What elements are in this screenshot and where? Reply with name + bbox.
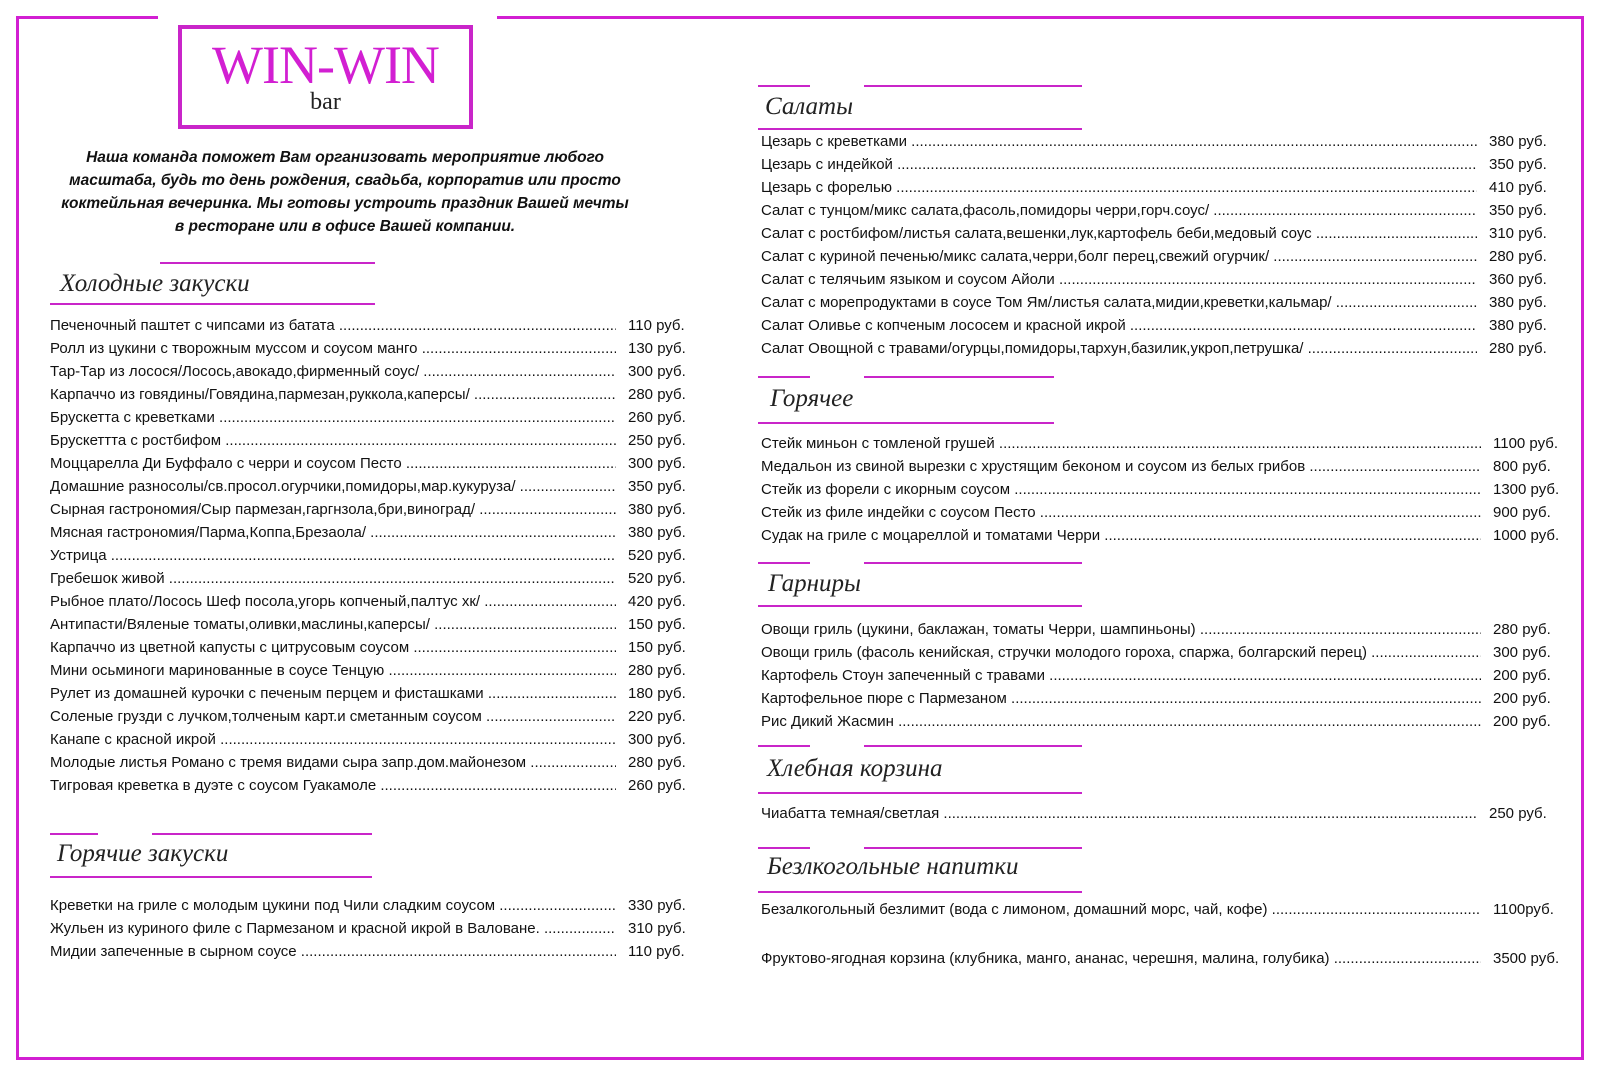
- section-title-bread: Хлебная корзина: [767, 755, 943, 782]
- section-title-drinks: Безлкогольные напитки: [767, 853, 1019, 880]
- menu-item-price: 900 руб.: [1493, 504, 1551, 521]
- section-title-cold: Холодные закуски: [60, 270, 250, 297]
- menu-item-name: Канапе с красной икрой .....: [50, 728, 616, 751]
- menu-item-price: 150 руб.: [628, 616, 686, 633]
- menu-item-name: Моццарелла Ди Буффало с черри и соусом Песто .....: [50, 452, 616, 475]
- menu-item-price: 130 руб.: [628, 340, 686, 357]
- menu-item-name: Салат с морепродуктами в соусе Том Ям/листья салата,мидии,креветки,кальмар/ .....: [761, 291, 1477, 314]
- menu-item-price: 380 руб.: [628, 501, 686, 518]
- menu-item: [50, 475, 700, 498]
- menu-item-name: Медальон из свиной вырезки с хрустящим беконом и соусом из белых грибов .....: [761, 455, 1481, 478]
- menu-item: [761, 947, 1571, 970]
- menu-item-price: 150 руб.: [628, 639, 686, 656]
- menu-item: [761, 802, 1567, 825]
- menu-item-price: 310 руб.: [628, 920, 686, 937]
- menu-item-price: 520 руб.: [628, 570, 686, 587]
- menu-item-price: 250 руб.: [1489, 805, 1547, 822]
- menu-item-name: Брускеттта с ростбифом .....: [50, 429, 616, 452]
- menu-item-price: 1100 руб.: [1493, 435, 1559, 452]
- menu-item-name: Рулет из домашней курочки с печеным перцем и фисташками .....: [50, 682, 616, 705]
- section-rule: [864, 847, 1082, 849]
- menu-item-price: 280 руб.: [1489, 340, 1547, 357]
- menu-item: [50, 682, 700, 705]
- menu-item-name: Рис Дикий Жасмин .....: [761, 710, 1481, 733]
- hot-items: [761, 432, 1571, 547]
- section-rule: [758, 562, 810, 564]
- menu-item: [761, 245, 1567, 268]
- menu-item-price: 260 руб.: [628, 777, 686, 794]
- menu-item-name: Жульен из куриного филе с Пармезаном и красной икрой в Валоване. .....: [50, 917, 616, 940]
- menu-item-price: 350 руб.: [1489, 156, 1547, 173]
- menu-item-price: 380 руб.: [1489, 294, 1547, 311]
- menu-item-name: Цезарь с форелью .....: [761, 176, 1477, 199]
- menu-item-name: Устрица .....: [50, 544, 616, 567]
- section-rule: [758, 891, 1082, 893]
- menu-item: [50, 544, 700, 567]
- menu-item-name: Стейк миньон с томленой грушей .....: [761, 432, 1481, 455]
- menu-item-price: 310 руб.: [1489, 225, 1547, 242]
- section-rule: [864, 745, 1082, 747]
- menu-item-price: 280 руб.: [628, 662, 686, 679]
- section-rule: [50, 833, 98, 835]
- section-rule: [758, 605, 1082, 607]
- menu-item-name: Стейк из филе индейки с соусом Песто .....: [761, 501, 1481, 524]
- frame-top-right: [497, 16, 1584, 19]
- menu-item: [761, 130, 1567, 153]
- menu-item-name: Антипасти/Вяленые томаты,оливки,маслины,каперсы/ .....: [50, 613, 616, 636]
- menu-item: [761, 664, 1571, 687]
- section-rule: [758, 376, 810, 378]
- section-rule: [160, 262, 375, 264]
- menu-item-price: 330 руб.: [628, 897, 686, 914]
- menu-item-name: Цезарь с индейкой .....: [761, 153, 1477, 176]
- menu-item-name: Креветки на гриле с молодым цукини под Чили сладким соусом .....: [50, 894, 616, 917]
- frame-top-left: [16, 16, 158, 19]
- menu-item: [50, 917, 700, 940]
- frame-bottom: [16, 1057, 1584, 1060]
- salad-items: [761, 130, 1567, 360]
- menu-item: [50, 567, 700, 590]
- section-rule: [758, 745, 810, 747]
- menu-item-name: Молодые листья Романо с тремя видами сыра запр.дом.майонезом .....: [50, 751, 616, 774]
- section-rule: [864, 85, 1082, 87]
- menu-item-price: 280 руб.: [1489, 248, 1547, 265]
- menu-item: [761, 478, 1571, 501]
- menu-item-price: 420 руб.: [628, 593, 686, 610]
- bread-items: [761, 802, 1567, 825]
- menu-item-name: Салат с куриной печенью/микс салата,черри,болг перец,свежий огурчик/ .....: [761, 245, 1477, 268]
- section-title-hot-snacks: Горячие закуски: [57, 840, 229, 867]
- menu-item: [761, 337, 1567, 360]
- menu-item-name: Сырная гастрономия/Сыр пармезан,гаргнзола,бри,виноград/ .....: [50, 498, 616, 521]
- hot-snack-items: [50, 894, 700, 963]
- menu-item-price: 1300 руб.: [1493, 481, 1560, 498]
- frame-left: [16, 16, 19, 1060]
- menu-item-price: 300 руб.: [628, 363, 686, 380]
- menu-item-name: Мини осьминоги маринованные в соусе Тенцую .....: [50, 659, 616, 682]
- menu-item-name: Ролл из цукини с творожным муссом и соусом манго .....: [50, 337, 616, 360]
- menu-item-price: 200 руб.: [1493, 690, 1551, 707]
- frame-right: [1581, 16, 1584, 1060]
- menu-item: [761, 199, 1567, 222]
- menu-item: [761, 176, 1567, 199]
- menu-item-name: Гребешок живой .....: [50, 567, 616, 590]
- menu-item-price: 520 руб.: [628, 547, 686, 564]
- menu-item-name: Цезарь с креветками .....: [761, 130, 1477, 153]
- menu-item-price: 350 руб.: [628, 478, 686, 495]
- section-title-garnish: Гарниры: [768, 570, 861, 597]
- menu-item: [50, 751, 700, 774]
- menu-item-price: 380 руб.: [628, 524, 686, 541]
- section-rule: [864, 376, 1054, 378]
- menu-item-name: Тар-Тар из лосося/Лосось,авокадо,фирменный соус/ .....: [50, 360, 616, 383]
- menu-item: [50, 894, 700, 917]
- menu-item-price: 360 руб.: [1489, 271, 1547, 288]
- menu-item-price: 800 руб.: [1493, 458, 1551, 475]
- menu-item-name: Судак на гриле с моцареллой и томатами Черри .....: [761, 524, 1481, 547]
- menu-item-price: 110 руб.: [628, 317, 685, 334]
- section-rule: [758, 847, 810, 849]
- menu-item-name: Печеночный паштет с чипсами из батата .....: [50, 314, 616, 337]
- menu-item: [761, 455, 1571, 478]
- menu-item-name: Карпаччо из цветной капусты с цитрусовым соусом .....: [50, 636, 616, 659]
- menu-item-name: Карпаччо из говядины/Говядина,пармезан,руккола,каперсы/ .....: [50, 383, 616, 406]
- menu-item: [50, 705, 700, 728]
- menu-item-price: 300 руб.: [628, 731, 686, 748]
- menu-item-price: 260 руб.: [628, 409, 686, 426]
- menu-item-name: Тигровая креветка в дуэте с соусом Гуакамоле .....: [50, 774, 616, 797]
- section-rule: [50, 876, 372, 878]
- menu-item: [761, 291, 1567, 314]
- menu-item-name: Мясная гастрономия/Парма,Коппа,Брезаола/ .....: [50, 521, 616, 544]
- menu-item: [761, 432, 1571, 455]
- menu-item: [761, 641, 1571, 664]
- menu-item: [761, 710, 1571, 733]
- menu-item-name: Картофель Стоун запеченный с травами .....: [761, 664, 1481, 687]
- menu-item: [761, 687, 1571, 710]
- menu-item: [761, 501, 1571, 524]
- menu-item: [50, 452, 700, 475]
- menu-item-price: 3500 руб.: [1493, 950, 1560, 967]
- menu-item-price: 250 руб.: [628, 432, 686, 449]
- menu-item: [761, 268, 1567, 291]
- menu-item: [50, 636, 700, 659]
- menu-item: [50, 429, 700, 452]
- menu-item-price: 380 руб.: [1489, 133, 1547, 150]
- menu-item: [50, 590, 700, 613]
- menu-item: [761, 153, 1567, 176]
- menu-item: [50, 728, 700, 751]
- menu-item: [761, 898, 1571, 921]
- menu-item: [50, 774, 700, 797]
- intro-text: Наша команда поможет Вам организовать мероприятие любого масштаба, будь то день рождения, свадьба, корпоратив или просто коктейльная вечеринка. Мы готовы устроить праздник Вашей мечты в ресторане или в офисе Вашей компании.: [61, 149, 629, 235]
- menu-item-name: Брускетта с креветками .....: [50, 406, 616, 429]
- menu-item-price: 110 руб.: [628, 943, 685, 960]
- menu-item: [761, 222, 1567, 245]
- menu-item: [50, 360, 700, 383]
- menu-item-name: Овощи гриль (фасоль кенийская, стручки молодого гороха, спаржа, болгарский перец) .....: [761, 641, 1481, 664]
- menu-item-name: Соленые грузди с лучком,толченым карт.и сметанным соусом .....: [50, 705, 616, 728]
- menu-item-name: Безалкогольный безлимит (вода с лимоном, домашний морс, чай, кофе) .....: [761, 898, 1481, 921]
- menu-item-price: 200 руб.: [1493, 667, 1551, 684]
- menu-item-price: 220 руб.: [628, 708, 686, 725]
- menu-item-price: 180 руб.: [628, 685, 686, 702]
- section-rule: [50, 303, 375, 305]
- menu-item-price: 300 руб.: [1493, 644, 1551, 661]
- brand-logo: [178, 25, 473, 129]
- menu-item: [50, 613, 700, 636]
- section-rule: [152, 833, 372, 835]
- menu-item: [761, 524, 1571, 547]
- menu-item-name: Стейк из форели с икорным соусом .....: [761, 478, 1481, 501]
- menu-item: [50, 498, 700, 521]
- menu-item-price: 410 руб.: [1489, 179, 1547, 196]
- menu-item-price: 380 руб.: [1489, 317, 1547, 334]
- menu-item: [50, 337, 700, 360]
- menu-item: [761, 314, 1567, 337]
- menu-item-name: Салат с ростбифом/листья салата,вешенки,лук,картофель беби,медовый соус .....: [761, 222, 1477, 245]
- menu-item-price: 280 руб.: [628, 754, 686, 771]
- menu-item-name: Домашние разносолы/св.просол.огурчики,помидоры,мар.кукуруза/ .....: [50, 475, 616, 498]
- menu-item-name: Фруктово-ягодная корзина (клубника, манго, ананас, черешня, малина, голубика) .....: [761, 947, 1481, 970]
- menu-item-price: 280 руб.: [628, 386, 686, 403]
- menu-item-name: Салат с телячьим языком и соусом Айоли .....: [761, 268, 1477, 291]
- menu-item-name: Салат Оливье с копченым лососем и красной икрой .....: [761, 314, 1477, 337]
- menu-item: [50, 314, 700, 337]
- menu-item-price: 350 руб.: [1489, 202, 1547, 219]
- cold-items: [50, 314, 700, 797]
- menu-item-price: 280 руб.: [1493, 621, 1551, 638]
- menu-item: [50, 659, 700, 682]
- garnish-items: [761, 618, 1571, 733]
- menu-item-name: Салат с тунцом/микс салата,фасоль,помидоры черри,горч.соус/ .....: [761, 199, 1477, 222]
- menu-item-price: 1100руб.: [1493, 901, 1554, 918]
- menu-item: [50, 521, 700, 544]
- menu-item: [50, 940, 700, 963]
- section-title-salads: Салаты: [765, 93, 854, 120]
- menu-item-name: Картофельное пюре с Пармезаном .....: [761, 687, 1481, 710]
- menu-item-name: Салат Овощной с травами/огурцы,помидоры,тархун,базилик,укроп,петрушка/ .....: [761, 337, 1477, 360]
- section-title-hot: Горячее: [770, 385, 854, 412]
- brand-subtitle: bar: [310, 89, 341, 115]
- menu-item-price: 200 руб.: [1493, 713, 1551, 730]
- section-rule: [758, 422, 1054, 424]
- menu-item-name: Чиабатта темная/светлая .....: [761, 802, 1477, 825]
- section-rule: [758, 85, 810, 87]
- menu-item-price: 300 руб.: [628, 455, 686, 472]
- menu-item-name: Овощи гриль (цукини, баклажан, томаты Черри, шампиньоны) .....: [761, 618, 1481, 641]
- brand-title: WIN-WIN: [212, 35, 439, 95]
- drink-items: [761, 898, 1571, 970]
- menu-item-name: Рыбное плато/Лосось Шеф посола,угорь копченый,палтус хк/ .....: [50, 590, 616, 613]
- menu-item: [761, 618, 1571, 641]
- menu-item: [50, 383, 700, 406]
- menu-item-price: 1000 руб.: [1493, 527, 1560, 544]
- section-rule: [864, 562, 1082, 564]
- menu-item-name: Мидии запеченные в сырном соусе .....: [50, 940, 616, 963]
- menu-item: [50, 406, 700, 429]
- section-rule: [758, 792, 1082, 794]
